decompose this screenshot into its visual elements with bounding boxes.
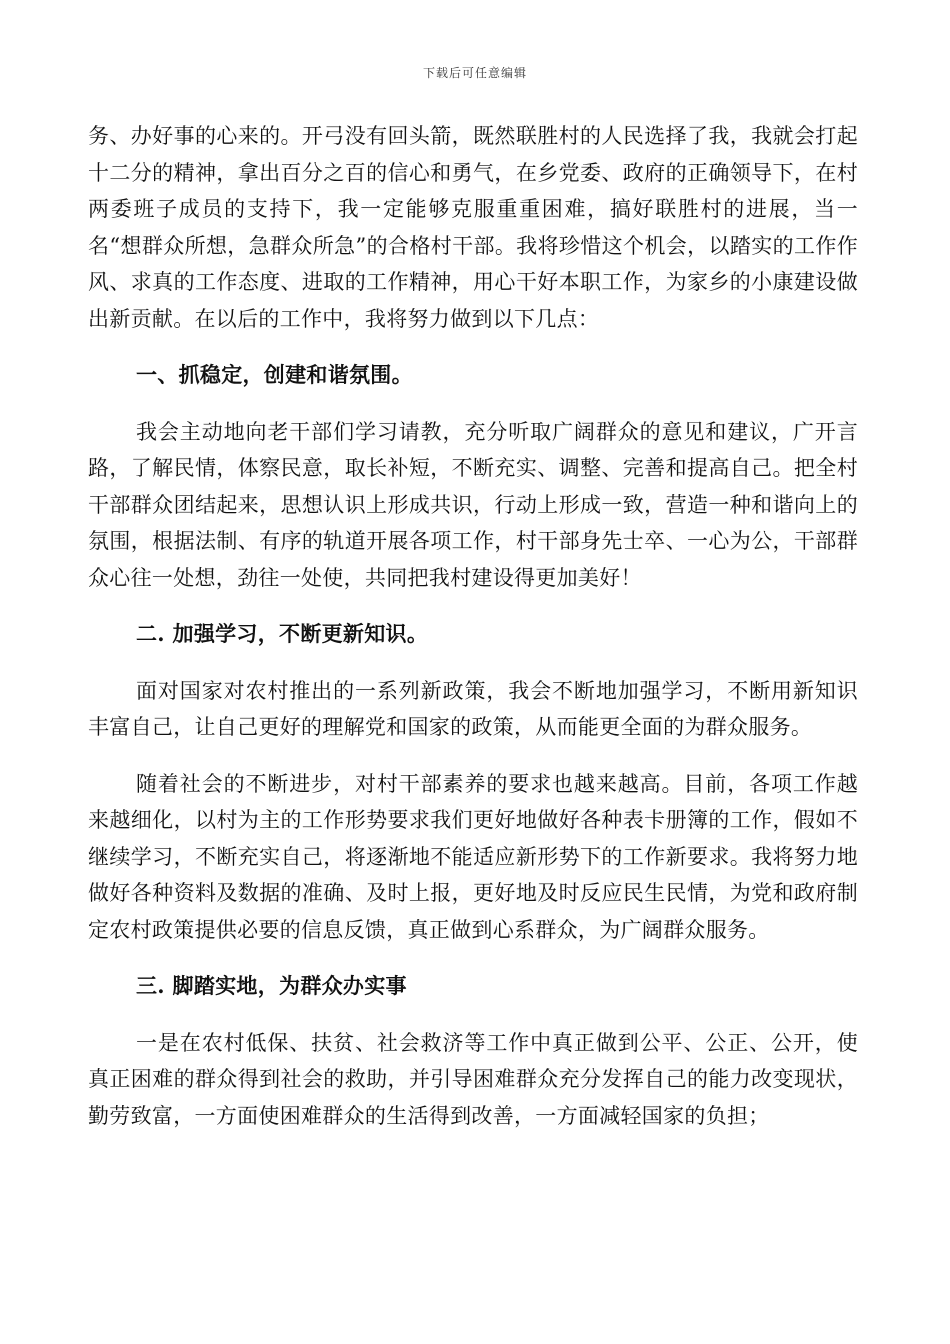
paragraph-intro: 务、办好事的心来的。开弓没有回头箭，既然联胜村的人民选择了我，我就会打起十二分的精神，拿出百分之百的信心和勇气，在乡党委、政府的正确领导下，在村两委班子成员的支持下，我一定能够克服重重困难，搞好联胜村的进展，当一名“想群众所想，急群众所急”的合格村干部。我将珍惜这个机会，以踏实的工作作风、求真的工作态度、进取的工作精神，用心干好本职工作，为家乡的小康建设做出新贡献。在以后的工作中，我将努力做到以下几点： bbox=[88, 124, 858, 331]
page-header: 下载后可任意编辑 bbox=[422, 66, 527, 80]
document-body bbox=[88, 118, 858, 1154]
paragraph-section-2a: 面对国家对农村推出的一系列新政策，我会不断地加强学习，不断用新知识丰富自己，让自己更好的理解党和国家的政策，从而能更全面的为群众服务。 bbox=[88, 678, 858, 739]
paragraph-section-3: 一是在农村低保、扶贫、社会救济等工作中真正做到公平、公正、公开，使真正困难的群众得到社会的救助，并引导困难群众充分发挥自己的能力改变现状，勤劳致富，一方面使困难群众的生活得到改善，一方面减轻国家的负担； bbox=[88, 1030, 858, 1128]
paragraph-section-1: 我会主动地向老干部们学习请教，充分听取广阔群众的意见和建议，广开言路，了解民情，体察民意，取长补短，不断充实、调整、完善和提高自己。把全村干部群众团结起来，思想认识上形成共识，行动上形成一致，营造一种和谐向上的氛围，根据法制、有序的轨道开展各项工作，村干部身先士卒、一心为公，干部群众心往一处想，劲往一处使，共同把我村建设得更加美好！ bbox=[88, 419, 858, 590]
heading-section-1: 一、抓稳定，创建和谐氛围。 bbox=[136, 362, 413, 387]
heading-section-3: 三. 脚踏实地，为群众办实事 bbox=[136, 973, 407, 998]
paragraph-section-2b: 随着社会的不断进步，对村干部素养的要求也越来越高。目前，各项工作越来越细化，以村为主的工作形势要求我们更好地做好各种表卡册簿的工作，假如不继续学习，不断充实自己，将逐渐地不能适应新形势下的工作新要求。我将努力地做好各种资料及数据的准确、及时上报，更好地及时反应民生民情，为党和政府制定农村政策提供必要的信息反馈，真正做到心系群众，为广阔群众服务。 bbox=[88, 771, 858, 942]
heading-section-2: 二. 加强学习，不断更新知识。 bbox=[136, 621, 429, 646]
